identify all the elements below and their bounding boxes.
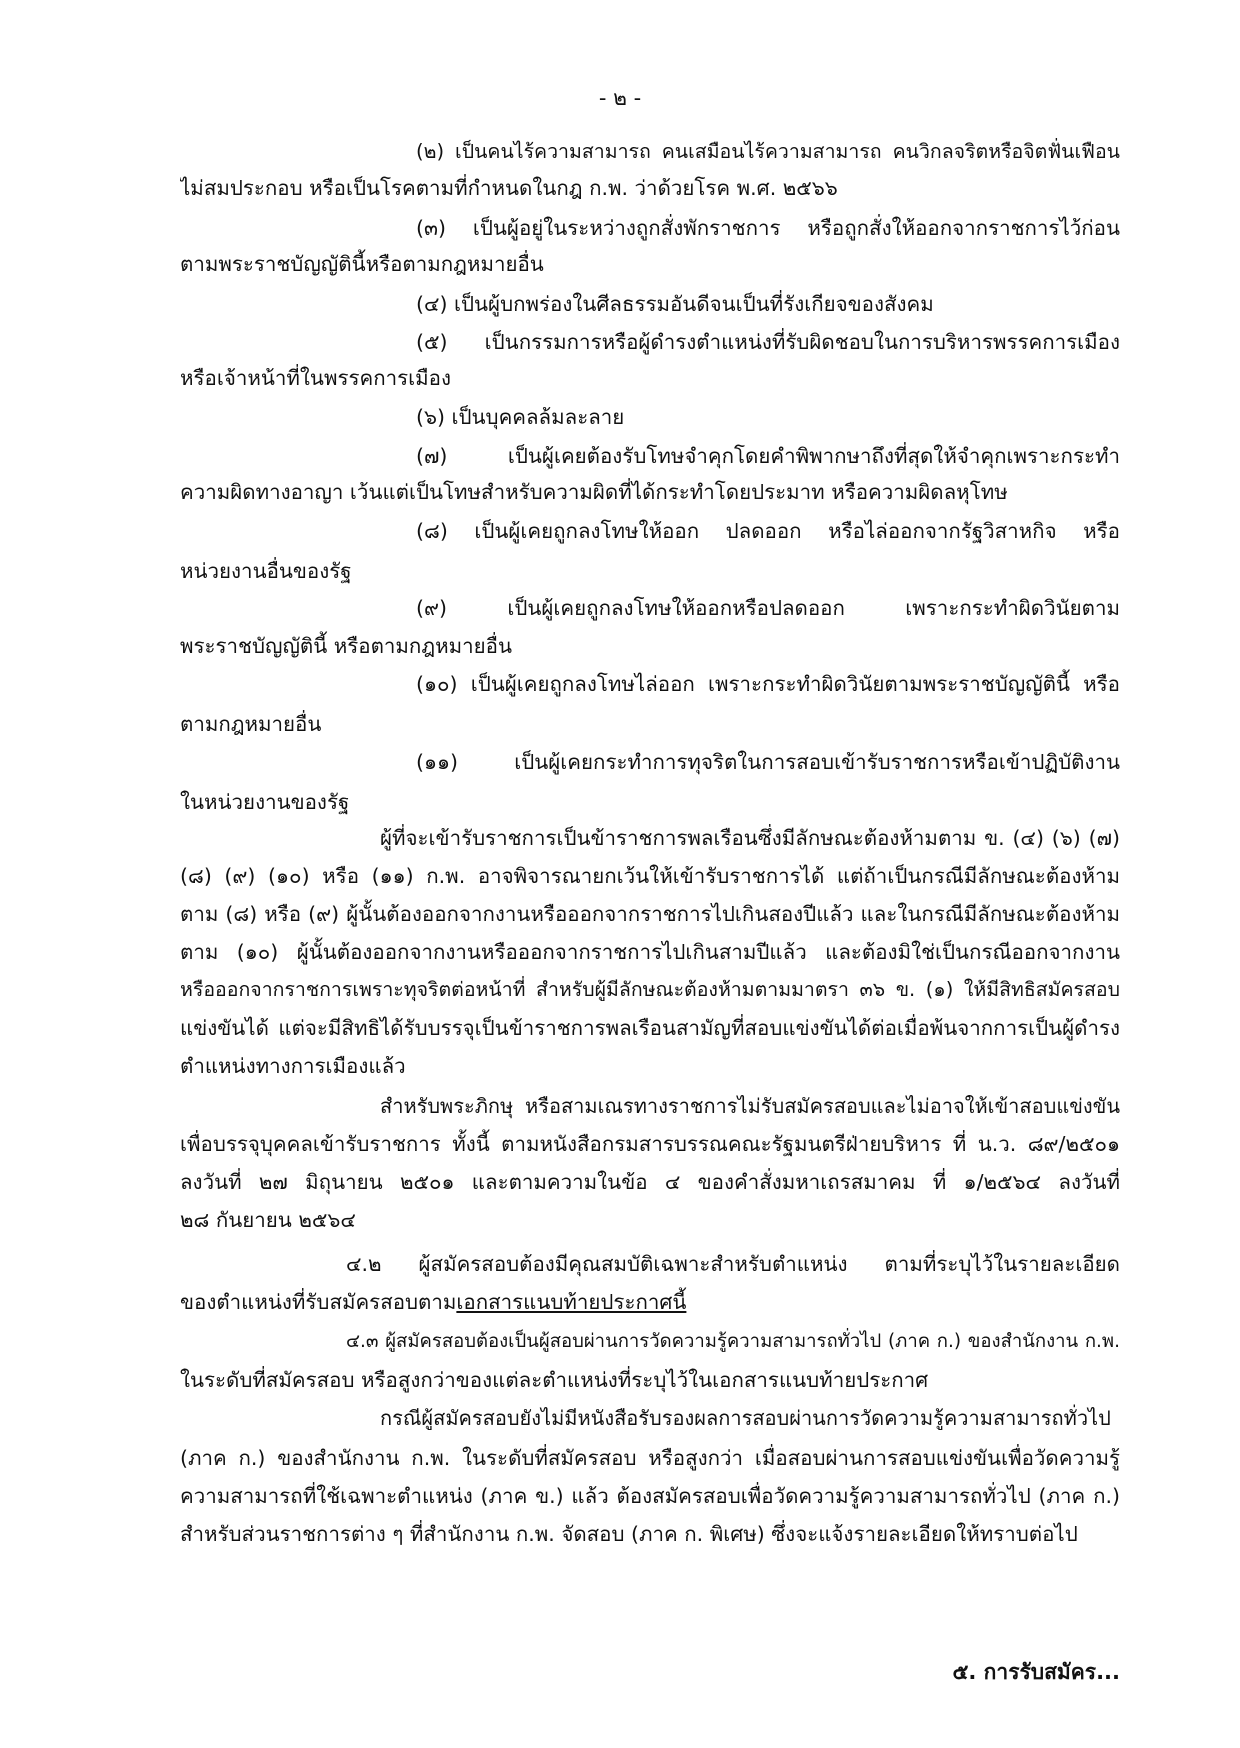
exemption-line-2: (๘) (๙) (๑๐) หรือ (๑๑) ก.พ. อาจพิจารณายกเว้นให้เข้ารับราชการได้ แต่ถ้าเป็นกรณีมีลักษณะต้องห้าม	[180, 864, 1120, 888]
monks-line-2: เพื่อบรรจุบุคคลเข้ารับราชการ ทั้งนี้ ตามหนังสือกรมสารบรรณคณะรัฐมนตรีฝ่ายบริหาร ที่ น.ว. ๘๙/๒๕๐๑	[180, 1132, 1120, 1156]
page-number: - ๒ -	[598, 86, 642, 110]
item-3-line-1: (๓) เป็นผู้อยู่ในระหว่างถูกสั่งพักราชการ หรือถูกสั่งให้ออกจากราชการไว้ก่อน	[416, 216, 1120, 240]
exemption-line-6: แข่งขันได้ แต่จะมีสิทธิได้รับบรรจุเป็นข้าราชการพลเรือนสามัญที่สอบแข่งขันได้ต่อเมื่อพ้นจากการเป็นผู้ดำรง	[180, 1016, 1120, 1040]
item-2-line-1: (๒) เป็นคนไร้ความสามารถ คนเสมือนไร้ความสามารถ คนวิกลจริตหรือจิตฟั่นเฟือน	[416, 140, 1120, 163]
section-4-3-line-1: ๔.๓ ผู้สมัครสอบต้องเป็นผู้สอบผ่านการวัดความรู้ความสามารถทั่วไป (ภาค ก.) ของสำนักงาน ก.พ.	[346, 1331, 1120, 1352]
monks-line-3: ลงวันที่ ๒๗ มิถุนายน ๒๕๐๑ และตามความในข้อ ๔ ของคำสั่งมหาเถรสมาคม ที่ ๑/๒๕๖๔ ลงวันที่	[180, 1170, 1120, 1194]
case-line-3: ความสามารถที่ใช้เฉพาะตำแหน่ง (ภาค ข.) แล้ว ต้องสมัครสอบเพื่อวัดความรู้ความสามารถทั่วไป (ภาค ก.)	[180, 1484, 1120, 1508]
item-10-line-1: (๑๐) เป็นผู้เคยถูกลงโทษไล่ออก เพราะกระทำผิดวินัยตามพระราชบัญญัตินี้ หรือ	[416, 672, 1120, 696]
exemption-line-4: ตาม (๑๐) ผู้นั้นต้องออกจากงานหรือออกจากราชการไปเกินสามปีแล้ว และต้องมิใช่เป็นกรณีออกจากงาน	[180, 940, 1120, 964]
item-11-line-2: ในหน่วยงานของรัฐ	[180, 790, 350, 814]
section-4-2-line-2	[180, 1284, 1120, 1320]
item-9-line-1: (๙) เป็นผู้เคยถูกลงโทษให้ออกหรือปลดออก เพราะกระทำผิดวินัยตาม	[416, 596, 1120, 620]
exemption-line-1: ผู้ที่จะเข้ารับราชการเป็นข้าราชการพลเรือนซึ่งมีลักษณะต้องห้ามตาม ข. (๔) (๖) (๗)	[380, 826, 1120, 850]
item-6-line-1: (๖) เป็นบุคคลล้มละลาย	[416, 405, 625, 429]
exemption-line-3: ตาม (๘) หรือ (๙) ผู้นั้นต้องออกจากงานหรือออกจากราชการไปเกินสองปีแล้ว และในกรณีมีลักษณะต้องห้าม	[180, 902, 1120, 926]
item-7-line-1: (๗) เป็นผู้เคยต้องรับโทษจำคุกโดยคำพิพากษาถึงที่สุดให้จำคุกเพราะกระทำ	[416, 444, 1120, 468]
exemption-line-7: ตำแหน่งทางการเมืองแล้ว	[180, 1054, 406, 1078]
item-2-line-2: ไม่สมประกอบ หรือเป็นโรคตามที่กำหนดในกฎ ก.พ. ว่าด้วยโรค พ.ศ. ๒๕๖๖	[180, 176, 838, 200]
item-7-line-2: ความผิดทางอาญา เว้นแต่เป็นโทษสำหรับความผิดที่ได้กระทำโดยประมาท หรือความผิดลหุโทษ	[180, 480, 1008, 504]
section-4-3-line-2: ในระดับที่สมัครสอบ หรือสูงกว่าของแต่ละตำแหน่งที่ระบุไว้ในเอกสารแนบท้ายประกาศ	[180, 1368, 929, 1392]
item-5-line-2: หรือเจ้าหน้าที่ในพรรคการเมือง	[180, 366, 451, 390]
exemption-line-5: หรือออกจากราชการเพราะทุจริตต่อหน้าที่ สำหรับผู้มีลักษณะต้องห้ามตามมาตรา ๓๖ ข. (๑) ให้มีสิทธิสมัครสอบ	[180, 978, 1120, 1001]
section-4-2-line-1: ๔.๒ ผู้สมัครสอบต้องมีคุณสมบัติเฉพาะสำหรับตำแหน่ง ตามที่ระบุไว้ในรายละเอียด	[346, 1252, 1120, 1276]
item-5-line-1: (๕) เป็นกรรมการหรือผู้ดำรงตำแหน่งที่รับผิดชอบในการบริหารพรรคการเมือง	[416, 330, 1120, 354]
item-8-line-2: หน่วยงานอื่นของรัฐ	[180, 559, 352, 583]
item-9-line-2: พระราชบัญญัตินี้ หรือตามกฎหมายอื่น	[180, 634, 512, 658]
monks-line-4: ๒๘ กันยายน ๒๕๖๔	[180, 1208, 356, 1232]
item-8-line-1: (๘) เป็นผู้เคยถูกลงโทษให้ออก ปลดออก หรือไล่ออกจากรัฐวิสาหกิจ หรือ	[416, 519, 1120, 543]
continuation-footer: ๕. การรับสมัคร...	[952, 1660, 1120, 1684]
attachment-reference: เอกสารแนบท้ายประกาศนี้	[456, 1290, 687, 1314]
item-10-line-2: ตามกฎหมายอื่น	[180, 712, 322, 736]
monks-line-1: สำหรับพระภิกษุ หรือสามเณรทางราชการไม่รับสมัครสอบและไม่อาจให้เข้าสอบแข่งขัน	[380, 1094, 1120, 1118]
case-line-1: กรณีผู้สมัครสอบยังไม่มีหนังสือรับรองผลการสอบผ่านการวัดความรู้ความสามารถทั่วไป	[380, 1406, 1111, 1430]
section-4-2-text: ของตำแหน่งที่รับสมัครสอบตาม	[180, 1290, 457, 1314]
item-4-line-1: (๔) เป็นผู้บกพร่องในศีลธรรมอันดีจนเป็นที่รังเกียจของสังคม	[416, 292, 934, 316]
case-line-4: สำหรับส่วนราชการต่าง ๆ ที่สำนักงาน ก.พ. จัดสอบ (ภาค ก. พิเศษ) ซึ่งจะแจ้งรายละเอียดให้ทราบต่อไป	[180, 1522, 1078, 1546]
case-line-2: (ภาค ก.) ของสำนักงาน ก.พ. ในระดับที่สมัครสอบ หรือสูงกว่า เมื่อสอบผ่านการสอบแข่งขันเพื่อวัดความรู้	[180, 1446, 1120, 1470]
item-3-line-2: ตามพระราชบัญญัตินี้หรือตามกฎหมายอื่น	[180, 252, 544, 276]
item-11-line-1: (๑๑) เป็นผู้เคยกระทำการทุจริตในการสอบเข้ารับราชการหรือเข้าปฏิบัติงาน	[416, 750, 1120, 774]
